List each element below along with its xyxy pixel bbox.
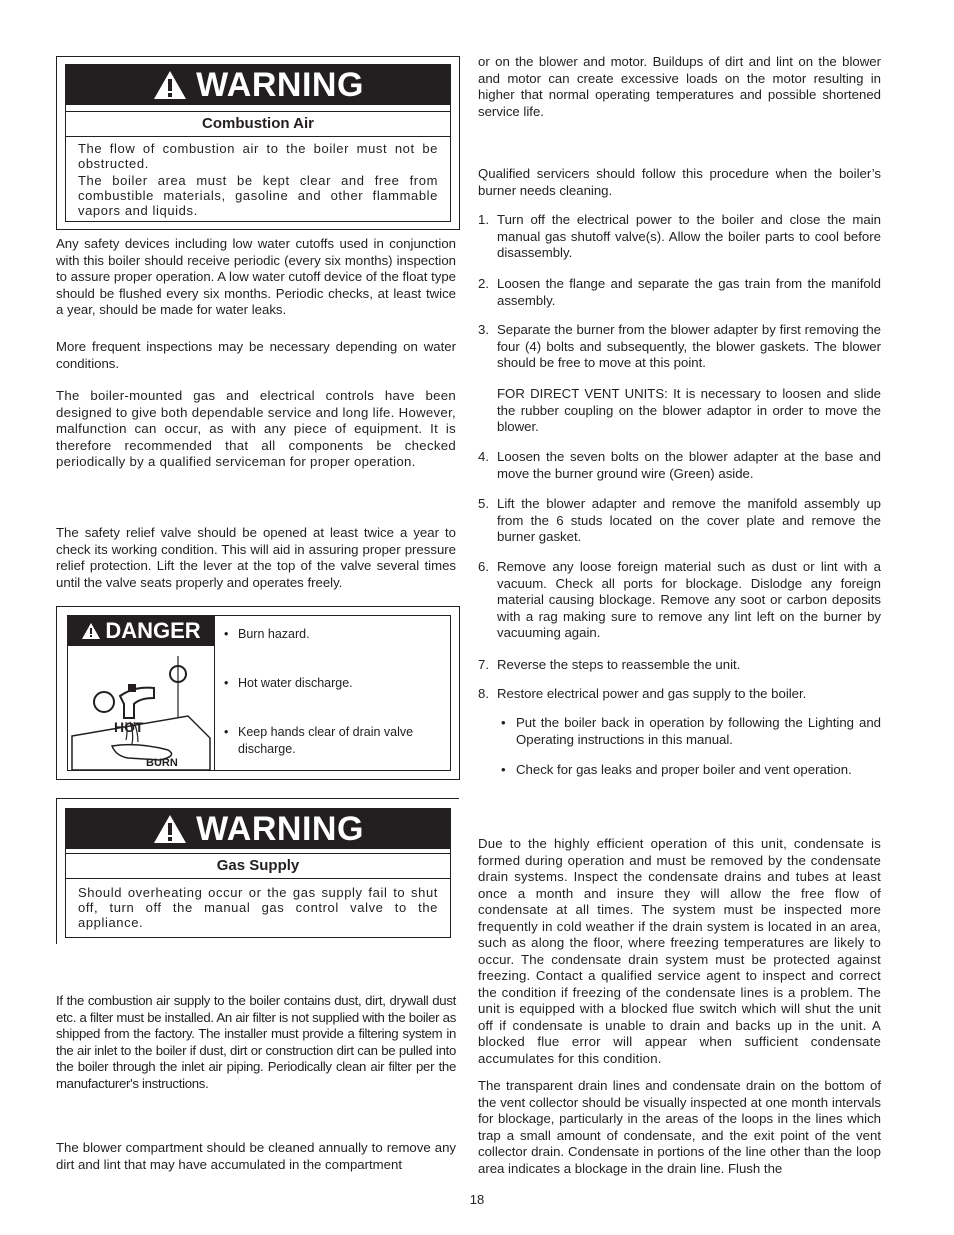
danger-item: • Keep hands clear of drain valve discharge. [224,725,414,756]
danger-title: DANGER [105,617,201,643]
warning-body [66,137,450,222]
warning-body [66,879,450,934]
warning-line: The flow of combustion air to the boiler must not be obstructed. [78,141,438,171]
warning-line: Should overheating occur or the gas supply fail to shut off, turn off the manual gas control valve to the appliance. [78,885,438,930]
list-item: 7. Reverse the steps to reassemble the unit. [478,657,741,672]
warning-subtitle: Gas Supply [66,853,450,879]
danger-illustration-panel [68,616,215,770]
danger-box [56,606,460,780]
page-number: 18 [469,1192,485,1207]
list-item: 1. Turn off the electrical power to the boiler and close the main manual gas shutoff valve(s). Allow the boiler parts to cool before disassembly. [478,212,881,260]
bullet-icon: • [224,725,229,739]
hot-label: HOT [114,719,144,735]
list-item: 2. Loosen the flange and separate the gas train from the manifold assembly. [478,276,881,308]
paragraph: Any safety devices including low water cutoffs used in conjunction with this boiler should receive periodic (every six months) inspection to assure proper operation. A low water cutoff device of the float type should be flushed every six months. Periodic checks, at least twice a year, should be made for water leaks. [56,236,457,317]
bullet-icon: • [501,715,506,730]
warning-header [66,65,450,105]
paragraph: The transparent drain lines and condensate drain on the bottom of the vent collector should be visually inspected at one month intervals for blockage, particularly in the areas of the loops in the lines which trap a small amount of condensate, and the exit point of the vent collector drain. Condensate in portions of the line other than the loop area indicates a blockage in the drain line. Flush the [478,1078,881,1176]
list-item: • Put the boiler back in operation by following the Lighting and Operating instructions in this manual. [501,715,881,747]
direct-vent-note: FOR DIRECT VENT UNITS: It is necessary to loosen and slide the rubber coupling on the blower adaptor in order to move the blower. [497,386,881,434]
warning-gas-supply-box [56,798,459,944]
paragraph: Qualified servicers should follow this procedure when the boiler’s burner needs cleaning. [478,166,881,198]
warning-title: WARNING [196,809,364,848]
list-item: 6. Remove any loose foreign material such as dust or lint with a vacuum. Check all ports for blockage. Dislodge any foreign material causing blockage. Remove any soot or carbon deposits with a rag making sure to remove any lint left on the burner by vacuuming again. [478,559,881,640]
bullet-icon: • [224,676,229,690]
burn-label: BURN [146,757,178,769]
list-item: 5. Lift the blower adapter and remove the manifold assembly up from the 6 studs located on the cover plate and remove the burner gasket. [478,496,881,544]
hot-water-faucet-icon [68,646,214,770]
paragraph: The boiler-mounted gas and electrical controls have been designed to give both dependable service and long life. However, malfunction can occur, as with any piece of equipment. It is therefore recommended that all components be checked periodically by a qualified serviceman for proper operation. [56,388,456,469]
bullet-icon: • [501,762,506,777]
list-item: 3. Separate the burner from the blower adapter by first removing the four (4) bolts and subsequently, the blower gaskets. The blower should be free to move at this point. [478,322,881,370]
warning-triangle-icon [152,813,188,845]
paragraph: The safety relief valve should be opened at least twice a year to check its working condition. This will aid in assuring proper pressure relief protection. Lift the lever at the top of the valve several times until the valve seats properly and operates freely. [56,525,456,590]
warning-header [66,809,450,849]
list-item: • Check for gas leaks and proper boiler and vent operation. [501,762,852,777]
paragraph: The blower compartment should be cleaned annually to remove any dirt and lint that may have accumulated in the compartment [56,1140,456,1172]
bullet-icon: • [224,627,229,641]
warning-line: The boiler area must be kept clear and free from combustible materials, gasoline and other flammable vapors and liquids. [78,173,438,218]
danger-item: • Hot water discharge. [224,676,353,690]
danger-header [68,616,214,646]
danger-item: • Burn hazard. [224,627,310,641]
paragraph: If the combustion air supply to the boiler contains dust, dirt, drywall dust etc. a filter must be installed. An air filter is not supplied with the boiler as shipped from the factory. The installer must provide a filtering system in the air inlet to the boiler if dust, dirt or construction dirt can be pulled into the boiler through the inlet air piping. Periodically clean air filter per the manufacturer's instructions. [56,993,456,1091]
warning-triangle-icon [152,69,188,101]
list-item: 8. Restore electrical power and gas supply to the boiler. [478,686,807,701]
warning-subtitle: Combustion Air [66,111,450,137]
paragraph: More frequent inspections may be necessary depending on water conditions. [56,339,456,371]
warning-triangle-icon [81,622,101,640]
list-item: 4. Loosen the seven bolts on the blower adapter at the base and move the burner ground wire (Green) aside. [478,449,881,481]
paragraph: Due to the highly efficient operation of this unit, condensate is formed during operation and must be removed by the condensate drain systems. Inspect the condensate drains and tubes at least once a month and insure they will allow the free flow of condensate at all times. The system must be inspected more frequently in cold weather if the drain system is located in an area, such as along the floor, where freezing temperatures are likely to occur. The condensate drain system must be protected against freezing. Contact a qualified service agent to inspect and correct the condition if freezing of the condensate lines is a problem. The unit is equipped with a blocked flue switch which will shut the unit off if condensate is unable to drain and backs up in the unit. A blocked flue error will appear when sufficient condensate accumulates for this condition. [478,836,881,1066]
paragraph: or on the blower and motor. Buildups of dirt and lint on the blower and motor can create excessive loads on the motor resulting in higher that normal operating temperatures and possible shortened service life. [478,54,881,119]
danger-list [224,616,442,770]
warning-title: WARNING [196,65,364,104]
warning-combustion-air-box [56,56,460,230]
